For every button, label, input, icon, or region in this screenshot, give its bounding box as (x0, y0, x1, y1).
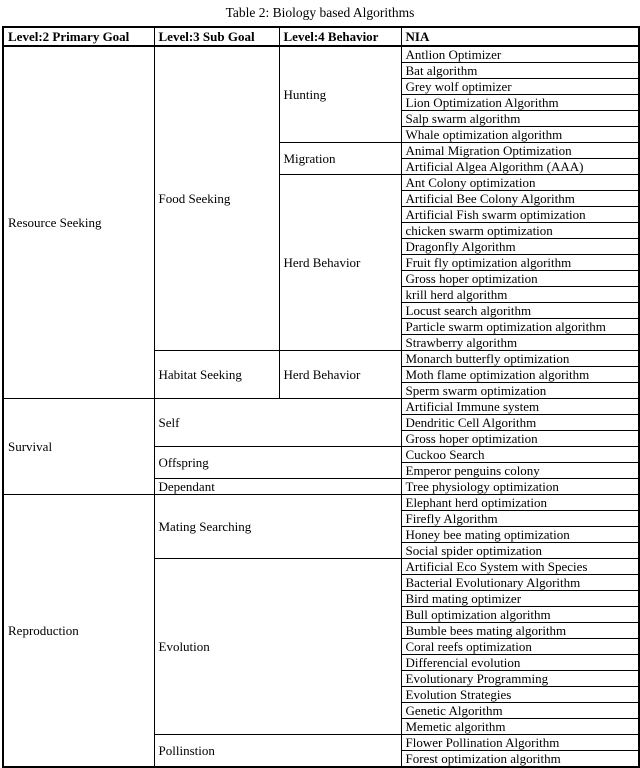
nia-cell: Firefly Algorithm (401, 511, 639, 527)
behavior-cell: Herd Behavior (279, 351, 401, 399)
nia-cell: Evolutionary Programming (401, 671, 639, 687)
nia-cell: Strawberry algorithm (401, 335, 639, 351)
nia-cell: Evolution Strategies (401, 687, 639, 703)
nia-cell: Moth flame optimization algorithm (401, 367, 639, 383)
sub-goal-cell: Dependant (154, 479, 401, 495)
table-caption: Table 2: Biology based Algorithms (225, 5, 415, 20)
nia-cell: Dragonfly Algorithm (401, 239, 639, 255)
nia-cell: Elephant herd optimization (401, 495, 639, 511)
behavior-cell: Hunting (279, 46, 401, 143)
nia-cell: Particle swarm optimization algorithm (401, 319, 639, 335)
table-body (3, 46, 639, 767)
nia-cell: Social spider optimization (401, 543, 639, 559)
nia-cell: Artificial Algea Algorithm (AAA) (401, 159, 639, 175)
sub-goal-cell: Offspring (154, 447, 401, 479)
nia-cell: Locust search algorithm (401, 303, 639, 319)
sub-goal-cell: Habitat Seeking (154, 351, 279, 399)
table-row (3, 495, 639, 511)
nia-cell: Bull optimization algorithm (401, 607, 639, 623)
primary-goal-cell: Reproduction (3, 495, 154, 768)
nia-cell: Gross hoper optimization (401, 431, 639, 447)
nia-cell: Memetic algorithm (401, 719, 639, 735)
nia-cell: Forest optimization algorithm (401, 751, 639, 768)
biology-algorithms-table (2, 26, 640, 768)
nia-cell: Grey wolf optimizer (401, 79, 639, 95)
nia-cell: krill herd algorithm (401, 287, 639, 303)
nia-cell: Flower Pollination Algorithm (401, 735, 639, 751)
nia-cell: Differencial evolution (401, 655, 639, 671)
table-header (3, 27, 639, 46)
sub-goal-cell: Evolution (154, 559, 401, 735)
column-header-2: Level:3 Sub Goal (154, 27, 279, 46)
behavior-cell: Herd Behavior (279, 175, 401, 351)
nia-cell: Coral reefs optimization (401, 639, 639, 655)
nia-cell: Antlion Optimizer (401, 46, 639, 63)
nia-cell: Honey bee mating optimization (401, 527, 639, 543)
column-header-1: Level:2 Primary Goal (3, 27, 154, 46)
nia-cell: Artificial Fish swarm optimization (401, 207, 639, 223)
primary-goal-cell: Resource Seeking (3, 46, 154, 399)
nia-cell: Ant Colony optimization (401, 175, 639, 191)
nia-cell: Genetic Algorithm (401, 703, 639, 719)
nia-cell: Bat algorithm (401, 63, 639, 79)
sub-goal-cell: Food Seeking (154, 46, 279, 351)
nia-cell: Bumble bees mating algorithm (401, 623, 639, 639)
nia-cell: chicken swarm optimization (401, 223, 639, 239)
nia-cell: Dendritic Cell Algorithm (401, 415, 639, 431)
sub-goal-cell: Pollinstion (154, 735, 401, 768)
nia-cell: Whale optimization algorithm (401, 127, 639, 143)
nia-cell: Artificial Bee Colony Algorithm (401, 191, 639, 207)
nia-cell: Fruit fly optimization algorithm (401, 255, 639, 271)
table-row (3, 46, 639, 63)
nia-cell: Cuckoo Search (401, 447, 639, 463)
sub-goal-cell: Self (154, 399, 401, 447)
nia-cell: Tree physiology optimization (401, 479, 639, 495)
nia-cell: Artificial Immune system (401, 399, 639, 415)
header-row (3, 27, 639, 46)
nia-cell: Salp swarm algorithm (401, 111, 639, 127)
column-header-4: NIA (401, 27, 639, 46)
nia-cell: Lion Optimization Algorithm (401, 95, 639, 111)
nia-cell: Bird mating optimizer (401, 591, 639, 607)
nia-cell: Emperor penguins colony (401, 463, 639, 479)
nia-cell: Monarch butterfly optimization (401, 351, 639, 367)
nia-cell: Sperm swarm optimization (401, 383, 639, 399)
nia-cell: Artificial Eco System with Species (401, 559, 639, 575)
nia-cell: Gross hoper optimization (401, 271, 639, 287)
behavior-cell: Migration (279, 143, 401, 175)
nia-cell: Animal Migration Optimization (401, 143, 639, 159)
sub-goal-cell: Mating Searching (154, 495, 401, 559)
primary-goal-cell: Survival (3, 399, 154, 495)
column-header-3: Level:4 Behavior (279, 27, 401, 46)
nia-cell: Bacterial Evolutionary Algorithm (401, 575, 639, 591)
table-row (3, 399, 639, 415)
